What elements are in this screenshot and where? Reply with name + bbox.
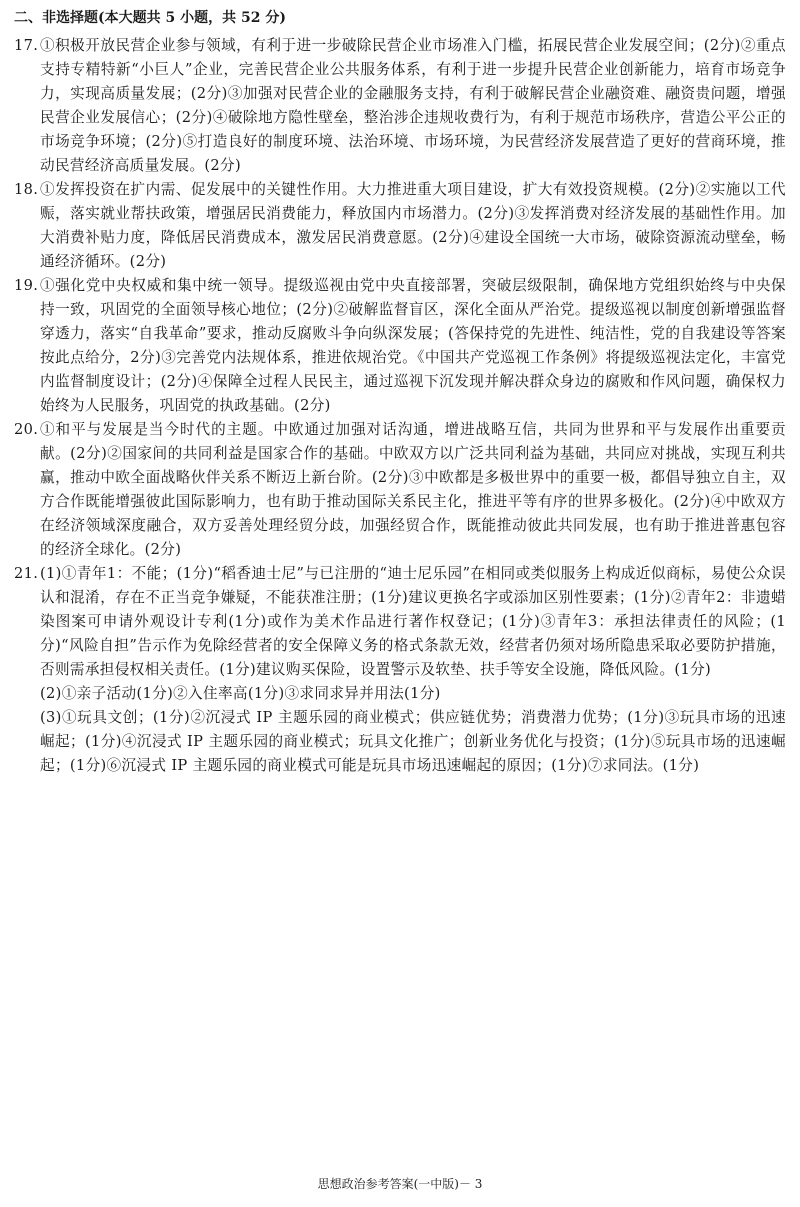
answer-paragraph: ①强化党中央权威和集中统一领导。提级巡视由党中央直接部署，突破层级限制，确保地方党组织始终与中央保持一致，巩固党的全面领导核心地位；(2分)②破解监督盲区，深化全面从严治党。提级巡视以制度创新增强监督穿透力，落实“自我革命”要求，推动反腐败斗争向纵深发展；(答保持党的先进性、纯洁性，党的自我建设等答案按此点给分，2分)③完善党内法规体系，推进依规治党。《中国共产党巡视工作条例》将提级巡视法定化，丰富党内监督制度设计；(2分)④保障全过程人民民主，通过巡视下沉发现并解决群众身边的腐败和作风问题，确保权力始终为人民服务，巩固党的执政基础。(2分) — [40, 277, 786, 414]
answer-item-19 — [14, 274, 786, 418]
answer-paragraph: ①和平与发展是当今时代的主题。中欧通过加强对话沟通，增进战略互信，共同为世界和平与发展作出重要贡献。(2分)②国家间的共同利益是国家合作的基础。中欧双方以广泛共同利益为基础，共同应对挑战，实现互利共赢，推动中欧全面战略伙伴关系不断迈上新台阶。(2分)③中欧都是多极世界中的重要一极，都倡导独立自主，双方合作既能增强彼此国际影响力，也有助于推动国际关系民主化，推进平等有序的世界多极化。(2分)④中欧双方在经济领域深度融合，双方妥善处理经贸分歧，加强经贸合作，既能推动彼此共同发展，也有助于推进普惠包容的经济全球化。(2分) — [40, 421, 786, 558]
answer-body — [40, 274, 786, 418]
answer-item-21 — [14, 562, 786, 778]
answer-paragraph: (2)①亲子活动(1分)②入住率高(1分)③求同求异并用法(1分) — [40, 685, 441, 702]
answer-number: 17. — [14, 37, 39, 54]
answer-paragraph: ①发挥投资在扩内需、促发展中的关键性作用。大力推进重大项目建设，扩大有效投资规模。(2分)②实施以工代赈，落实就业帮扶政策，增强居民消费能力，释放国内市场潜力。(2分)③发挥消费对经济发展的基础性作用。加大消费补贴力度，降低居民消费成本，激发居民消费意愿。(2分)④建设全国统一大市场，破除资源流动壁垒，畅通经济循环。(2分) — [40, 181, 786, 270]
answer-body — [40, 418, 786, 562]
answer-body — [40, 34, 786, 178]
answer-item-17 — [14, 34, 786, 178]
answer-paragraph: (3)①玩具文创；(1分)②沉浸式 IP 主题乐园的商业模式；供应链优势；消费潜力优势；(1分)③玩具市场的迅速崛起；(1分)④沉浸式 IP 主题乐园的商业模式；玩具文化推广；创新业务优化与投资；(1分)⑤玩具市场的迅速崛起；(1分)⑥沉浸式 IP 主题乐园的商业模式可能是玩具市场迅速崛起的原因；(1分)⑦求同法。(1分) — [40, 709, 786, 774]
answer-number: 19. — [14, 277, 39, 294]
section-title: 二、非选择题(本大题共 5 小题，共 52 分) — [14, 10, 286, 26]
page-footer: 思想政治参考答案(一中版)－ 3 — [317, 1177, 483, 1191]
answer-paragraph: ①积极开放民营企业参与领域，有利于进一步破除民营企业市场准入门槛，拓展民营企业发展空间；(2分)②重点支持专精特新“小巨人”企业，完善民营企业公共服务体系，有利于进一步提升民营企业创新能力，培育市场竞争力，实现高质量发展；(2分)③加强对民营企业的金融服务支持，有利于破解民营企业融资难、融资贵问题，增强民营企业发展信心；(2分)④破除地方隐性壁垒，整治涉企违规收费行为，有利于规范市场秩序，营造公平公正的市场竞争环境；(2分)⑤打造良好的制度环境、法治环境、市场环境，为民营经济发展营造了更好的营商环境，推动民营经济高质量发展。(2分) — [40, 37, 786, 174]
answers-list — [14, 34, 786, 778]
answer-body — [40, 562, 786, 778]
answer-item-18 — [14, 178, 786, 274]
answer-number: 21. — [14, 565, 39, 582]
answer-item-20 — [14, 418, 786, 562]
answer-paragraph: (1)①青年1：不能；(1分)“稻香迪士尼”与已注册的“迪士尼乐园”在相同或类似服务上构成近似商标，易使公众误认和混淆，存在不正当竞争嫌疑，不能获准注册；(1分)建议更换名字或添加区别性要素；(1分)②青年2：非遗蜡染图案可申请外观设计专利(1分)或作为美术作品进行著作权登记；(1分)③青年3：承担法律责任的风险；(1分)“风险自担”告示作为免除经营者的安全保障义务的格式条款无效，经营者仍须对场所隐患采取必要防护措施，否则需承担侵权相关责任。(1分)建议购买保险，设置警示及软垫、扶手等安全设施，降低风险。(1分) — [40, 565, 786, 678]
answer-number: 20. — [14, 421, 39, 438]
answer-number: 18. — [14, 181, 39, 198]
answer-body — [40, 178, 786, 274]
